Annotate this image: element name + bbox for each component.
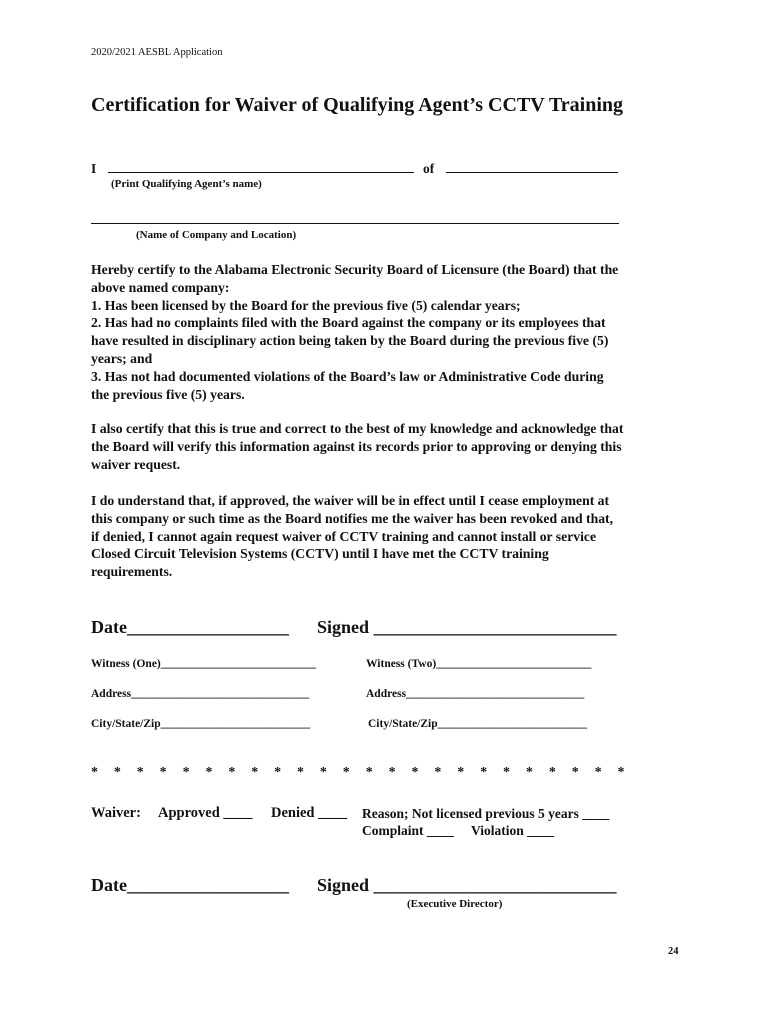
certify-line: the previous five (5) years. [91,386,245,402]
waiver-violation-field[interactable]: Violation ____ [471,823,555,838]
separator-star: * [274,765,282,780]
separator-star: * [297,765,305,780]
witness-one-field[interactable]: Witness (One)___________________________ [91,658,316,670]
separator-star: * [617,765,625,780]
certify-line: 2. Has had no complaints filed with the Board against the company or its employees that [91,315,606,331]
agent-name-field[interactable] [108,172,414,173]
waiver-denied-field[interactable]: Denied ____ [271,805,348,821]
page-title: Certification for Waiver of Qualifying Agent’s CCTV Training [91,94,624,116]
executive-director-caption: (Executive Director) [407,898,503,910]
true-line: the Board will verify this information against its records prior to approving or denying this [91,438,622,454]
separator-star: * [571,765,579,780]
certify-line: Hereby certify to the Alabama Electronic Security Board of Licensure (the Board) that the [91,262,619,277]
witness-two-field[interactable]: Witness (Two)___________________________ [366,658,592,670]
document-header: 2020/2021 AESBL Application [91,47,223,58]
separator-star: * [136,765,144,780]
understand-line: if denied, I cannot again request waiver of CCTV training and cannot install or service [91,528,597,544]
separator-star: * [342,765,350,780]
company-location-caption: (Name of Company and Location) [136,229,297,241]
understand-line: I do understand that, if approved, the waiver will be in effect until I cease employment at [91,493,610,508]
separator-star: * [205,765,213,780]
true-line: waiver request. [91,456,181,472]
agent-name-row [91,161,618,177]
waiver-approved-field[interactable]: Approved ____ [158,805,253,821]
city-state-zip-one-field[interactable]: City/State/Zip__________________________ [91,718,311,730]
separator-star: * [525,765,533,780]
agent-prefix: I [91,161,97,176]
company-location-field[interactable] [91,223,619,224]
waiver-complaint-field[interactable]: Complaint ____ [362,823,454,838]
separator-star: * [594,765,602,780]
separator-star: * [434,765,442,780]
separator-star: * [91,765,98,780]
waiver-reason-field[interactable]: Reason; Not licensed previous 5 years ____ [362,806,610,821]
separator-star: * [113,765,121,780]
of-label: of [423,161,435,176]
understand-line: this company or such time as the Board notifies me the waiver has been revoked and that, [91,510,614,526]
certify-line: 3. Has not had documented violations of the Board’s law or Administrative Code during [91,368,604,384]
date-field[interactable]: Date__________________ [91,617,289,637]
director-date-field[interactable]: Date__________________ [91,875,289,895]
true-paragraph [91,420,691,473]
signed-field[interactable]: Signed ___________________________ [317,617,617,637]
separator-star: * [480,765,488,780]
understand-line: Closed Circuit Television Systems (CCTV) until I have met the CCTV training [91,546,549,562]
page-number: 24 [668,946,679,957]
separator-star: * [182,765,190,780]
certify-line: have resulted in disciplinary action being taken by the Board during the previous five (5) [91,333,609,349]
waiver-label: Waiver: [91,805,141,821]
certify-paragraph [91,261,691,403]
separator-star: * [457,765,465,780]
director-signed-field[interactable]: Signed ___________________________ [317,875,617,895]
address-two-field[interactable]: Address_______________________________ [366,688,585,700]
understand-paragraph [91,492,691,581]
separator-star: * [411,765,419,780]
city-state-zip-two-field[interactable]: City/State/Zip__________________________ [368,718,588,730]
separator-star: * [251,765,259,780]
certify-line: years; and [91,350,153,366]
understand-line: requirements. [91,564,173,580]
separator-star: * [365,765,373,780]
separator-star: * [548,765,556,780]
separator-star: * [319,765,327,780]
separator-star: * [503,765,511,780]
certify-line: above named company: [91,279,230,295]
agent-of-field[interactable] [446,172,618,173]
true-line: I also certify that this is true and correct to the best of my knowledge and acknowledge that [91,421,624,436]
certify-line: 1. Has been licensed by the Board for the previous five (5) calendar years; [91,297,521,313]
separator-star: * [228,765,236,780]
separator-star: * [388,765,396,780]
agent-name-caption: (Print Qualifying Agent’s name) [111,178,262,190]
star-separator [91,765,640,781]
address-one-field[interactable]: Address_______________________________ [91,688,310,700]
separator-star: * [159,765,167,780]
